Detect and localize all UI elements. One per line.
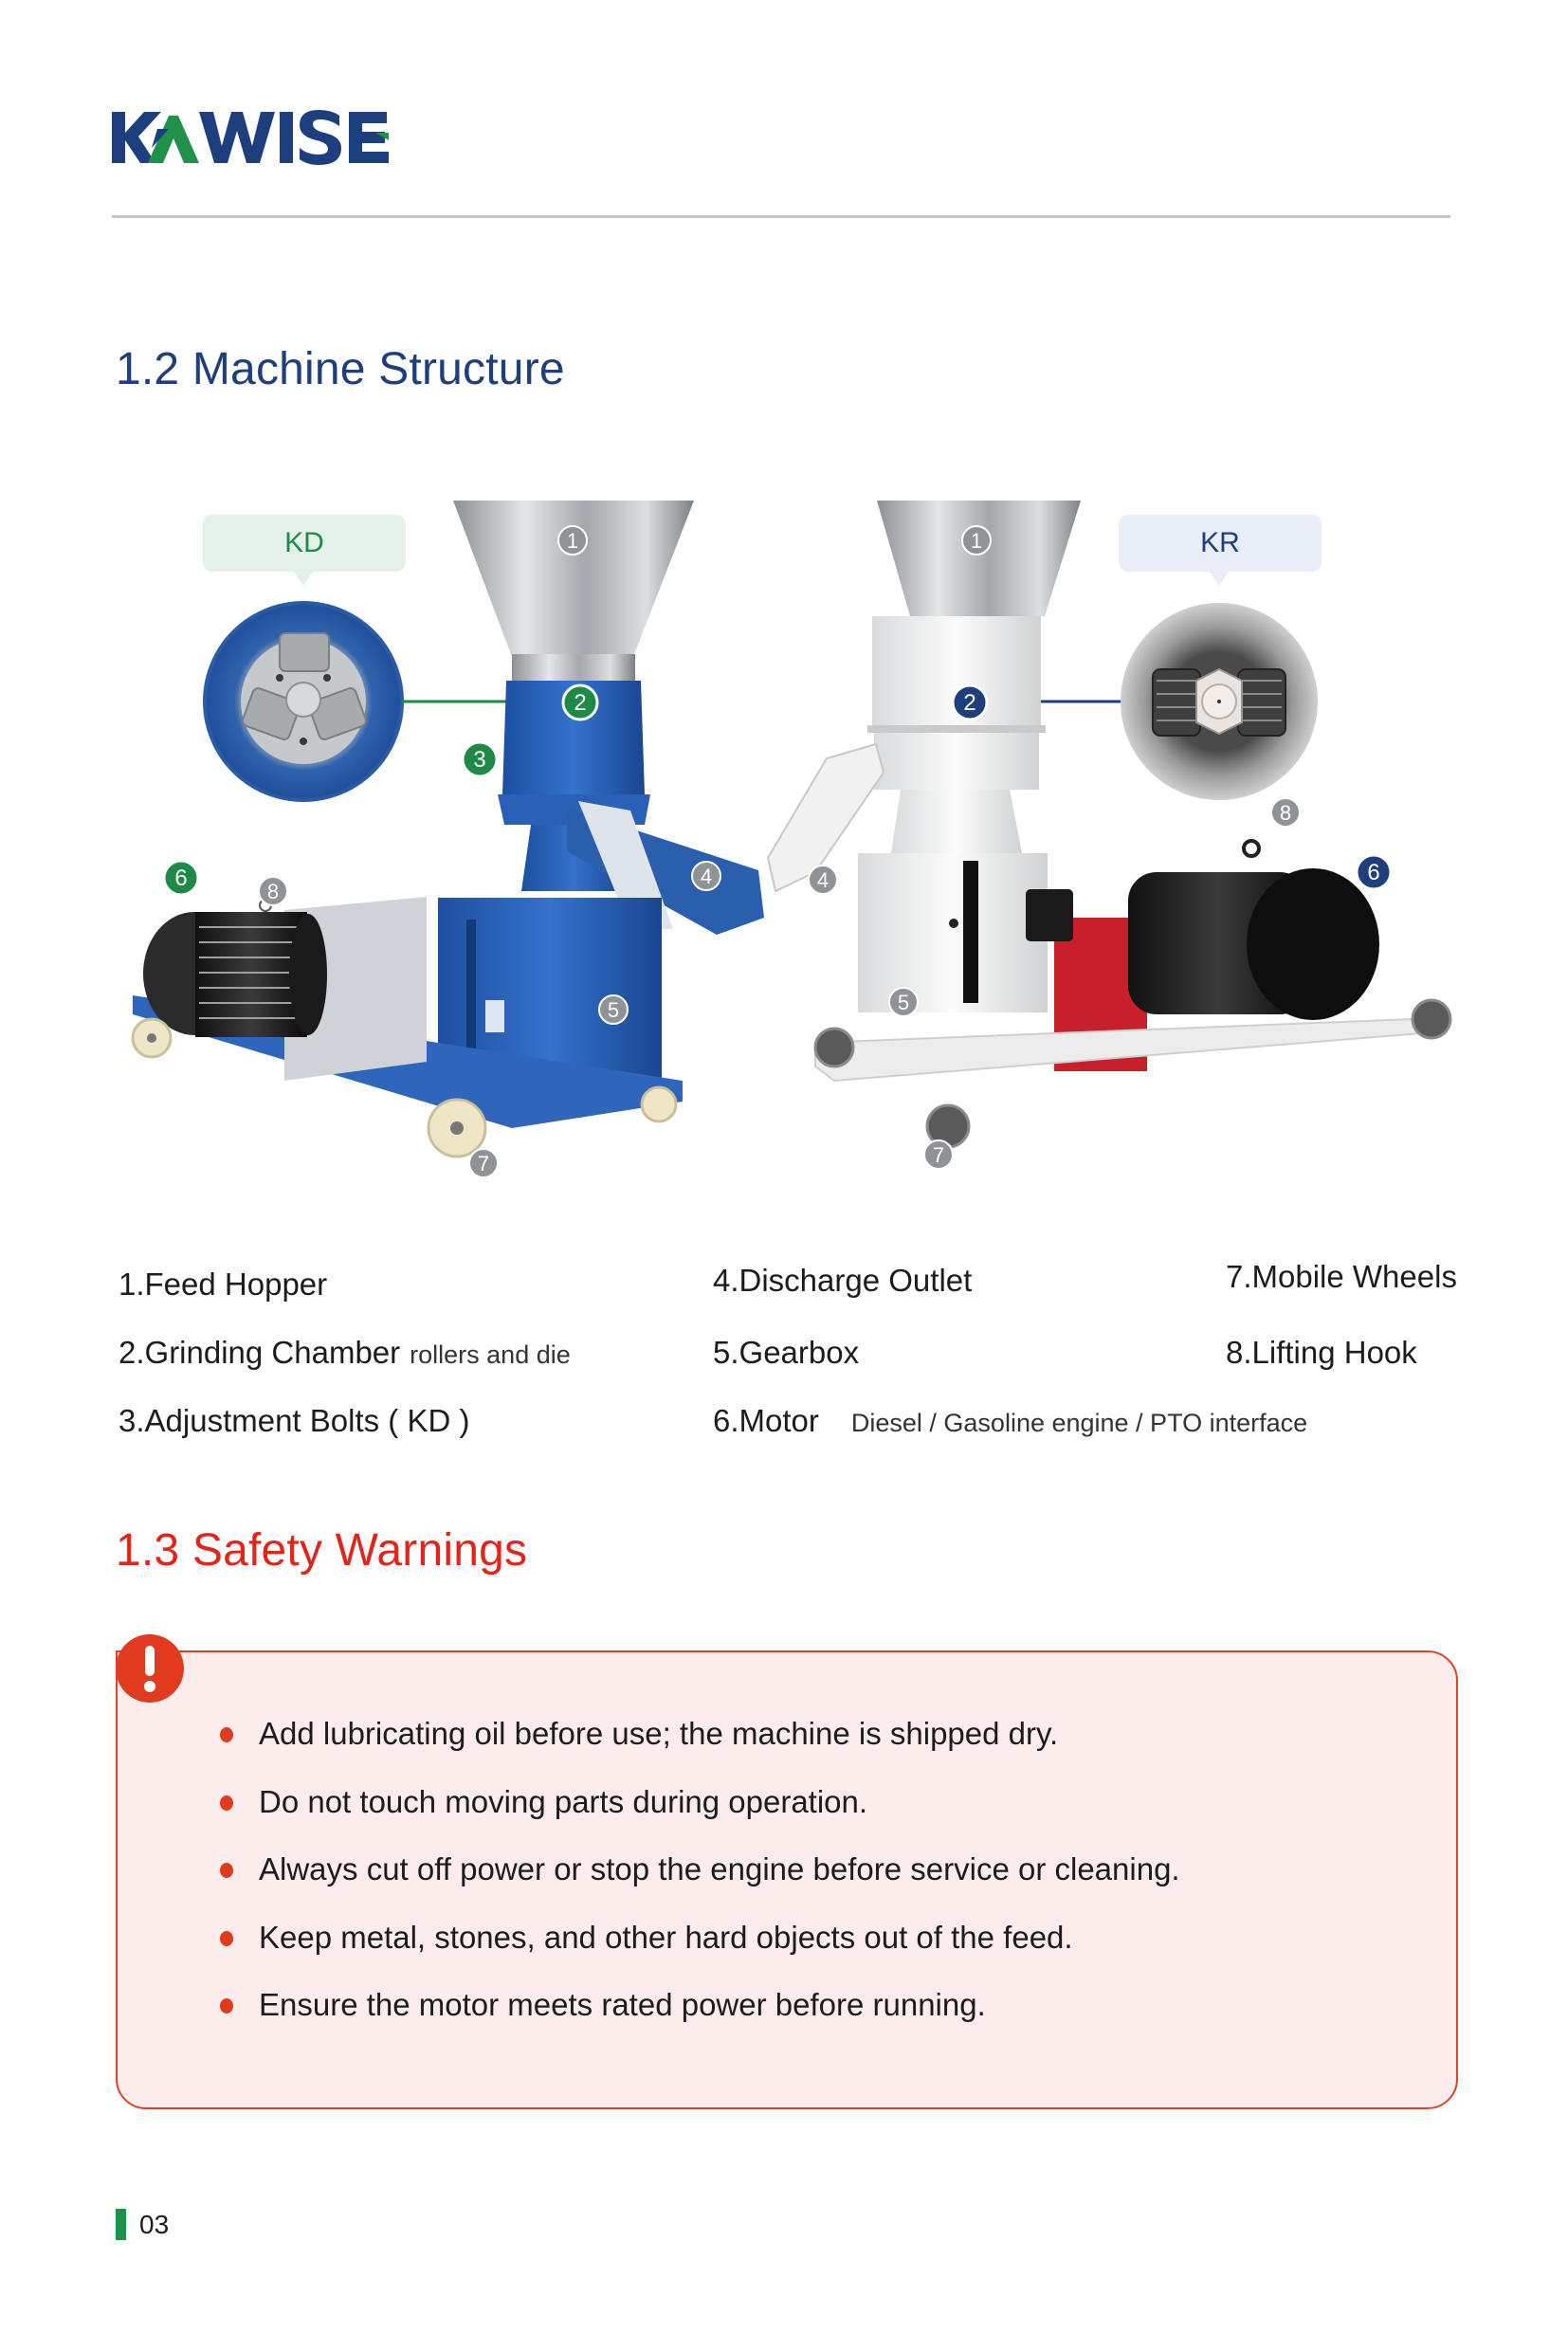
callout-5-kr xyxy=(889,988,918,1016)
machine-structure-figure xyxy=(114,474,1460,1194)
part-name: 8.Lifting Hook xyxy=(1226,1335,1417,1370)
part-name: 5.Gearbox xyxy=(713,1335,860,1370)
callout-8-kr xyxy=(1271,798,1300,827)
warning-item: Keep metal, stones, and other hard objects out of the feed. xyxy=(220,1922,1180,1990)
callout-3-kd xyxy=(463,742,497,776)
callout-1-kr xyxy=(962,526,991,555)
bullet-icon xyxy=(220,1795,233,1811)
section-title-safety-warnings: 1.3 Safety Warnings xyxy=(116,1525,528,1576)
svg-text:4: 4 xyxy=(700,865,713,888)
kawise-logo xyxy=(112,110,396,167)
kr-model-label: KR xyxy=(1200,527,1240,558)
part-item-6 xyxy=(713,1405,1307,1436)
callout-8-kd xyxy=(259,877,287,905)
kd-machine xyxy=(133,501,764,1157)
logo-icon xyxy=(112,110,396,167)
svg-text:7: 7 xyxy=(932,1143,945,1167)
svg-text:7: 7 xyxy=(477,1152,490,1176)
callout-7-kr xyxy=(924,1140,953,1169)
svg-text:5: 5 xyxy=(897,991,910,1014)
exclamation-icon xyxy=(116,1634,184,1703)
svg-text:6: 6 xyxy=(174,866,188,891)
part-name: 6.Motor xyxy=(713,1403,819,1438)
part-item-3 xyxy=(119,1405,469,1436)
part-item-7 xyxy=(1226,1261,1457,1292)
callout-4-kd xyxy=(692,862,720,890)
part-item-2 xyxy=(119,1337,571,1368)
bullet-icon xyxy=(220,1931,233,1946)
warning-item: Always cut off power or stop the engine before service or cleaning. xyxy=(220,1853,1180,1922)
header-divider xyxy=(112,215,1450,218)
svg-text:1: 1 xyxy=(970,529,983,553)
part-item-1 xyxy=(119,1268,327,1300)
callout-1-kd xyxy=(558,526,587,555)
svg-text:1: 1 xyxy=(566,529,579,553)
svg-text:8: 8 xyxy=(266,880,280,903)
kd-model-label: KD xyxy=(284,527,324,558)
page-number: 03 xyxy=(139,2210,170,2239)
svg-text:5: 5 xyxy=(607,998,620,1022)
warning-item: Ensure the motor meets rated power before running. xyxy=(220,1989,1180,2057)
svg-text:6: 6 xyxy=(1367,860,1380,885)
part-name: 7.Mobile Wheels xyxy=(1226,1259,1457,1294)
kr-machine xyxy=(768,501,1450,1147)
part-note: rollers and die xyxy=(410,1340,571,1369)
part-item-5 xyxy=(713,1337,859,1368)
bullet-icon xyxy=(220,1863,233,1878)
kd-grinding-chamber-detail xyxy=(205,603,402,800)
callout-2-kr xyxy=(953,685,987,720)
part-name: 4.Discharge Outlet xyxy=(713,1263,973,1298)
svg-text:2: 2 xyxy=(574,690,587,716)
section-title-machine-structure: 1.2 Machine Structure xyxy=(116,344,565,394)
callout-6-kr xyxy=(1357,855,1391,889)
warning-item: Add lubricating oil before use; the machine is shipped dry. xyxy=(220,1718,1180,1786)
safety-warning-list xyxy=(220,1718,1180,2057)
svg-text:3: 3 xyxy=(473,747,486,773)
svg-text:8: 8 xyxy=(1279,801,1292,825)
svg-text:2: 2 xyxy=(963,690,976,716)
machine-illustration xyxy=(114,474,1460,1194)
part-item-8 xyxy=(1226,1337,1417,1368)
callout-4-kr xyxy=(809,866,837,894)
callout-6-kd xyxy=(164,861,198,895)
kr-grinding-chamber-detail xyxy=(1121,603,1318,800)
callout-7-kd xyxy=(469,1149,498,1177)
part-name: 3.Adjustment Bolts ( KD ) xyxy=(119,1403,470,1438)
page-number-bar xyxy=(116,2209,126,2240)
part-name: 2.Grinding Chamber xyxy=(119,1335,401,1370)
bullet-icon xyxy=(220,1998,233,2014)
warning-item: Do not touch moving parts during operation. xyxy=(220,1786,1180,1854)
part-name: 1.Feed Hopper xyxy=(119,1267,328,1302)
svg-text:4: 4 xyxy=(816,868,830,892)
bullet-icon xyxy=(220,1727,233,1742)
part-item-4 xyxy=(713,1265,972,1296)
part-note: Diesel / Gasoline engine / PTO interface xyxy=(850,1409,1308,1437)
callout-2-kd xyxy=(563,685,597,720)
callout-5-kd xyxy=(599,995,628,1024)
